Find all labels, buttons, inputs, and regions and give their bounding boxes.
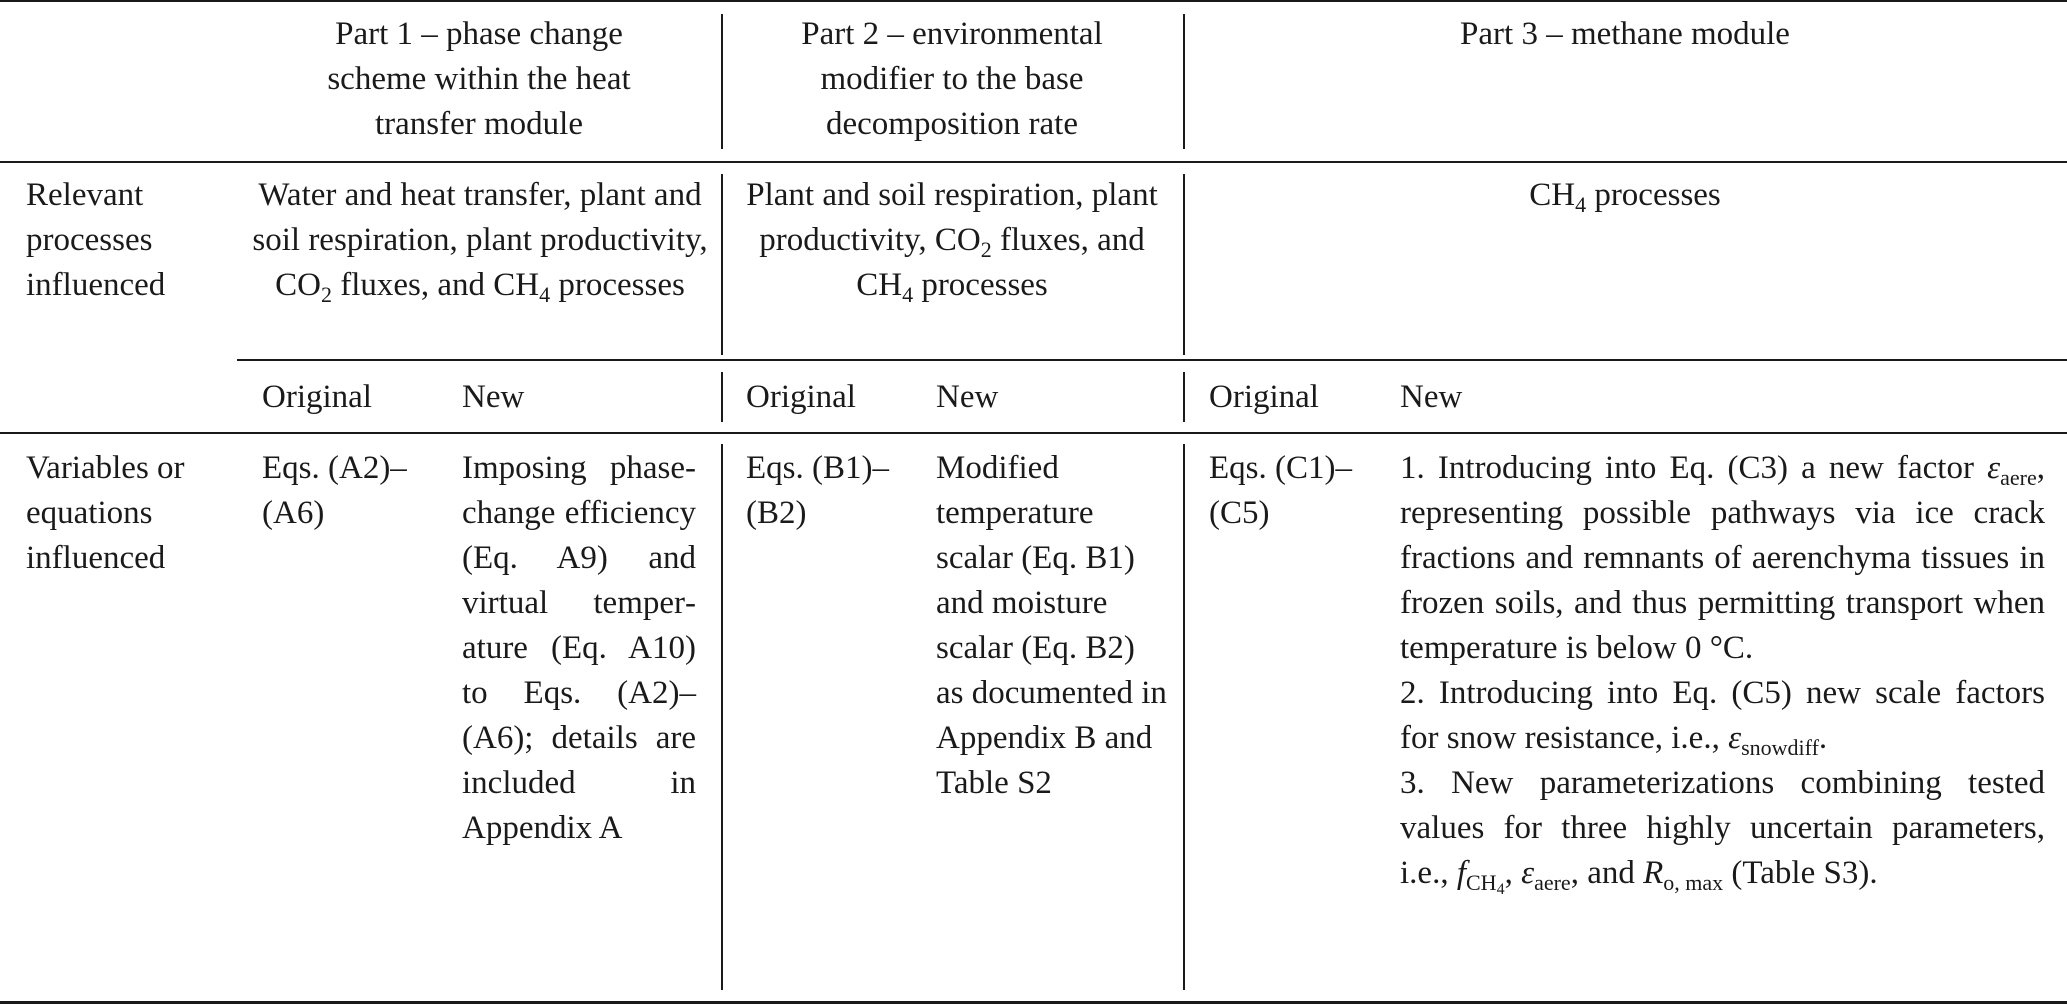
subheader-new-part2: New [936, 379, 999, 415]
subscript: 4 [1575, 192, 1587, 217]
subheader-original-part1: Original [262, 379, 372, 415]
r-symbol: R [1643, 855, 1664, 891]
subscript: 4 [539, 282, 551, 307]
subscript: 4 [1496, 881, 1505, 898]
relevant-processes-part1-text3: processes [550, 267, 685, 303]
methane-item-1-text2: , representing possible pathways via ice crack fractions and remnants of aerenchyma tissues in frozen soils, and thus permitting transport when temperature is below 0 °C. [1400, 450, 2045, 666]
subscript: aere [2000, 465, 2037, 490]
epsilon-symbol: ε [1987, 450, 2001, 486]
row-label-variables: Variables or equations influenced [26, 450, 185, 576]
col-separator [721, 372, 723, 422]
methane-item-3 [1400, 761, 2045, 896]
variables-part3-original: Eqs. (C1)–(C5) [1209, 450, 1352, 531]
subscript: 4 [902, 282, 914, 307]
methane-item-2 [1400, 671, 2045, 761]
methane-item-1-text1: 1. Introducing into Eq. (C3) a new factor [1400, 450, 1988, 486]
variables-part1-original: Eqs. (A2)–(A6) [262, 450, 407, 531]
subscript: 2 [320, 282, 332, 307]
subheader-rule [237, 359, 2067, 361]
f-symbol: f [1456, 855, 1466, 891]
relevant-processes-part1 [250, 173, 710, 308]
relevant-processes-part2 [740, 173, 1164, 308]
col-separator [1183, 372, 1185, 422]
epsilon-symbol: ε [1728, 720, 1742, 756]
methane-item-3-text1: 3. New parameterizations combining tested values for three highly uncertain parameters, i.e., [1400, 765, 2045, 891]
subscript: snowdiff [1741, 735, 1819, 760]
relevant-processes-part1-text2: fluxes, and CH [331, 267, 540, 303]
subscript-ch: CH [1466, 870, 1497, 895]
subscript: o, max [1663, 870, 1724, 895]
variables-part3-new [1400, 446, 2045, 896]
row-label-relevant-processes: Relevant processes influenced [26, 177, 166, 303]
methane-item-3-text2: , [1504, 855, 1522, 891]
top-rule [0, 0, 2067, 2]
subheader-original-part3: Original [1209, 379, 1319, 415]
col-separator [721, 14, 723, 149]
col-separator [721, 174, 723, 355]
body-rule [0, 432, 2067, 434]
subheader-new-part1: New [462, 379, 525, 415]
column-header-part1: Part 1 – phase change scheme within the heat transfer module [327, 16, 631, 142]
relevant-processes-part2-text3: processes [913, 267, 1048, 303]
relevant-processes-part2-text1: Plant and soil respiration, plant productivity, CO [746, 177, 1158, 258]
relevant-processes-part3 [1190, 173, 2060, 218]
variables-part2-new: Modified temperature scalar (Eq. B1) and moisture scalar (Eq. B2) as documented in Appendix B and Table S2 [936, 450, 1167, 801]
epsilon-symbol: ε [1521, 855, 1535, 891]
subscript [1466, 870, 1505, 898]
methane-item-1 [1400, 446, 2045, 671]
col-separator [1183, 174, 1185, 355]
methane-item-3-text4: (Table S3). [1723, 855, 1878, 891]
methane-item-3-text3: , and [1570, 855, 1644, 891]
column-header-part3: Part 3 – methane module [1460, 16, 1790, 52]
header-rule [0, 161, 2067, 163]
methane-item-2-text1: 2. Introducing into Eq. (C5) new scale factors for snow resistance, i.e., [1400, 675, 2045, 756]
col-separator [1183, 14, 1185, 149]
methane-item-2-text2: . [1818, 720, 1828, 756]
subheader-original-part2: Original [746, 379, 856, 415]
subscript: aere [1534, 870, 1571, 895]
variables-part1-new: Imposing phase-change efficiency (Eq. A9) and virtual temperature (Eq. A10) to Eqs. (A2)–(A6); details are included in Appendix A [462, 450, 696, 846]
col-separator [1183, 444, 1185, 990]
relevant-processes-part3-text2: processes [1586, 177, 1721, 213]
relevant-processes-part3-text1: CH [1529, 177, 1576, 213]
variables-part2-original: Eqs. (B1)–(B2) [746, 450, 889, 531]
relevant-processes-part2-text2: fluxes, and CH [856, 222, 1145, 303]
subheader-new-part3: New [1400, 379, 1463, 415]
col-separator [721, 444, 723, 990]
relevant-processes-part1-text1: Water and heat transfer, plant and soil respiration, plant productivity, CO [252, 177, 708, 303]
column-header-part2: Part 2 – environmental modifier to the base decomposition rate [801, 16, 1103, 142]
subscript: 2 [980, 237, 992, 262]
